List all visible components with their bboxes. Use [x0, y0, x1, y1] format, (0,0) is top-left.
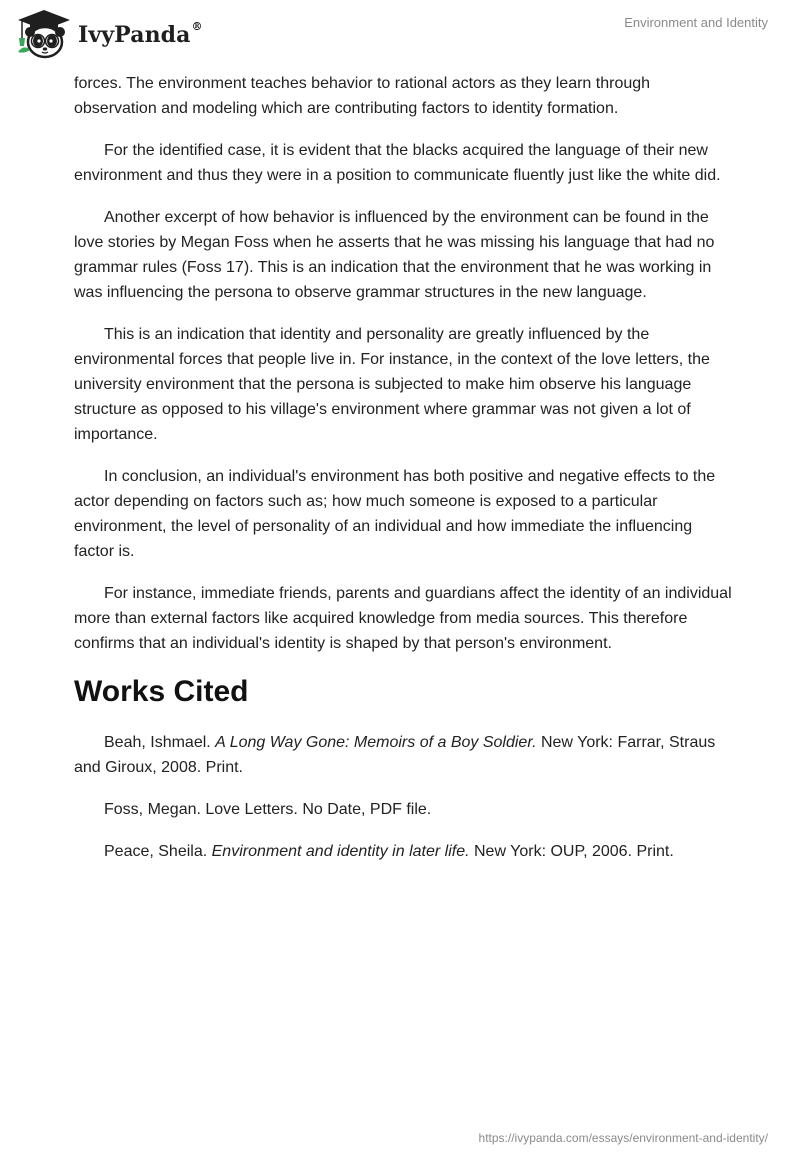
- brand-name: IvyPanda®: [78, 20, 203, 48]
- works-cited-heading: Works Cited: [74, 675, 249, 708]
- running-title: Environment and Identity: [624, 15, 768, 30]
- body-paragraph: This is an indication that identity and personality are greatly influenced by the environmental forces that people live in. For instance, in the context of the love letters, the university environment that the persona is subjected to make him observe his language structure as opposed to his village's environment where grammar was not given a lot of importance.: [74, 326, 710, 443]
- citation-author: Peace, Sheila.: [104, 843, 212, 860]
- page-header: [0, 0, 800, 64]
- body-paragraph: forces. The environment teaches behavior to rational actors as they learn through observation and modeling which are contributing factors to identity formation.: [74, 75, 651, 117]
- body-paragraph: Another excerpt of how behavior is influenced by the environment can be found in the love stories by Megan Foss when he asserts that he was missing his language that had no grammar rules (Foss 17). This is an indication that the environment that he was working in was influencing the persona to observe grammar structures in the new language.: [74, 209, 715, 301]
- citation-publication: New York: OUP, 2006. Print.: [469, 843, 674, 860]
- registered-mark: ®: [191, 20, 203, 33]
- citation-title: Environment and identity in later life.: [211, 843, 470, 860]
- body-paragraph: For the identified case, it is evident that the blacks acquired the language of their new environment and thus they were in a position to communicate fluently just like the white did.: [74, 142, 721, 184]
- citation-entry: [74, 730, 734, 780]
- citation-entry: [74, 839, 734, 864]
- ivypanda-logo[interactable]: [14, 8, 203, 60]
- source-url-link[interactable]: https://ivypanda.com/essays/environment-and-identity/: [478, 1131, 768, 1145]
- citation-title: A Long Way Gone: Memoirs of a Boy Soldier.: [215, 734, 537, 751]
- citation-author: Foss, Megan. Love Letters. No Date, PDF file.: [104, 801, 432, 818]
- panda-graduate-icon: [14, 8, 74, 60]
- citation-publication: New York: Farrar, Straus and Giroux, 2008. Print.: [74, 734, 716, 776]
- body-paragraph: In conclusion, an individual's environment has both positive and negative effects to the actor depending on factors such as; how much someone is exposed to a particular environment, the level of personality of an individual and how immediate the influencing factor is.: [74, 468, 716, 560]
- body-paragraph: For instance, immediate friends, parents and guardians affect the identity of an individual more than external factors like acquired knowledge from media sources. This therefore confirms that an individual's identity is shaped by that person's environment.: [74, 585, 732, 652]
- citation-entry: [74, 797, 734, 822]
- essay-content: [74, 71, 734, 881]
- citation-author: Beah, Ishmael.: [104, 734, 216, 751]
